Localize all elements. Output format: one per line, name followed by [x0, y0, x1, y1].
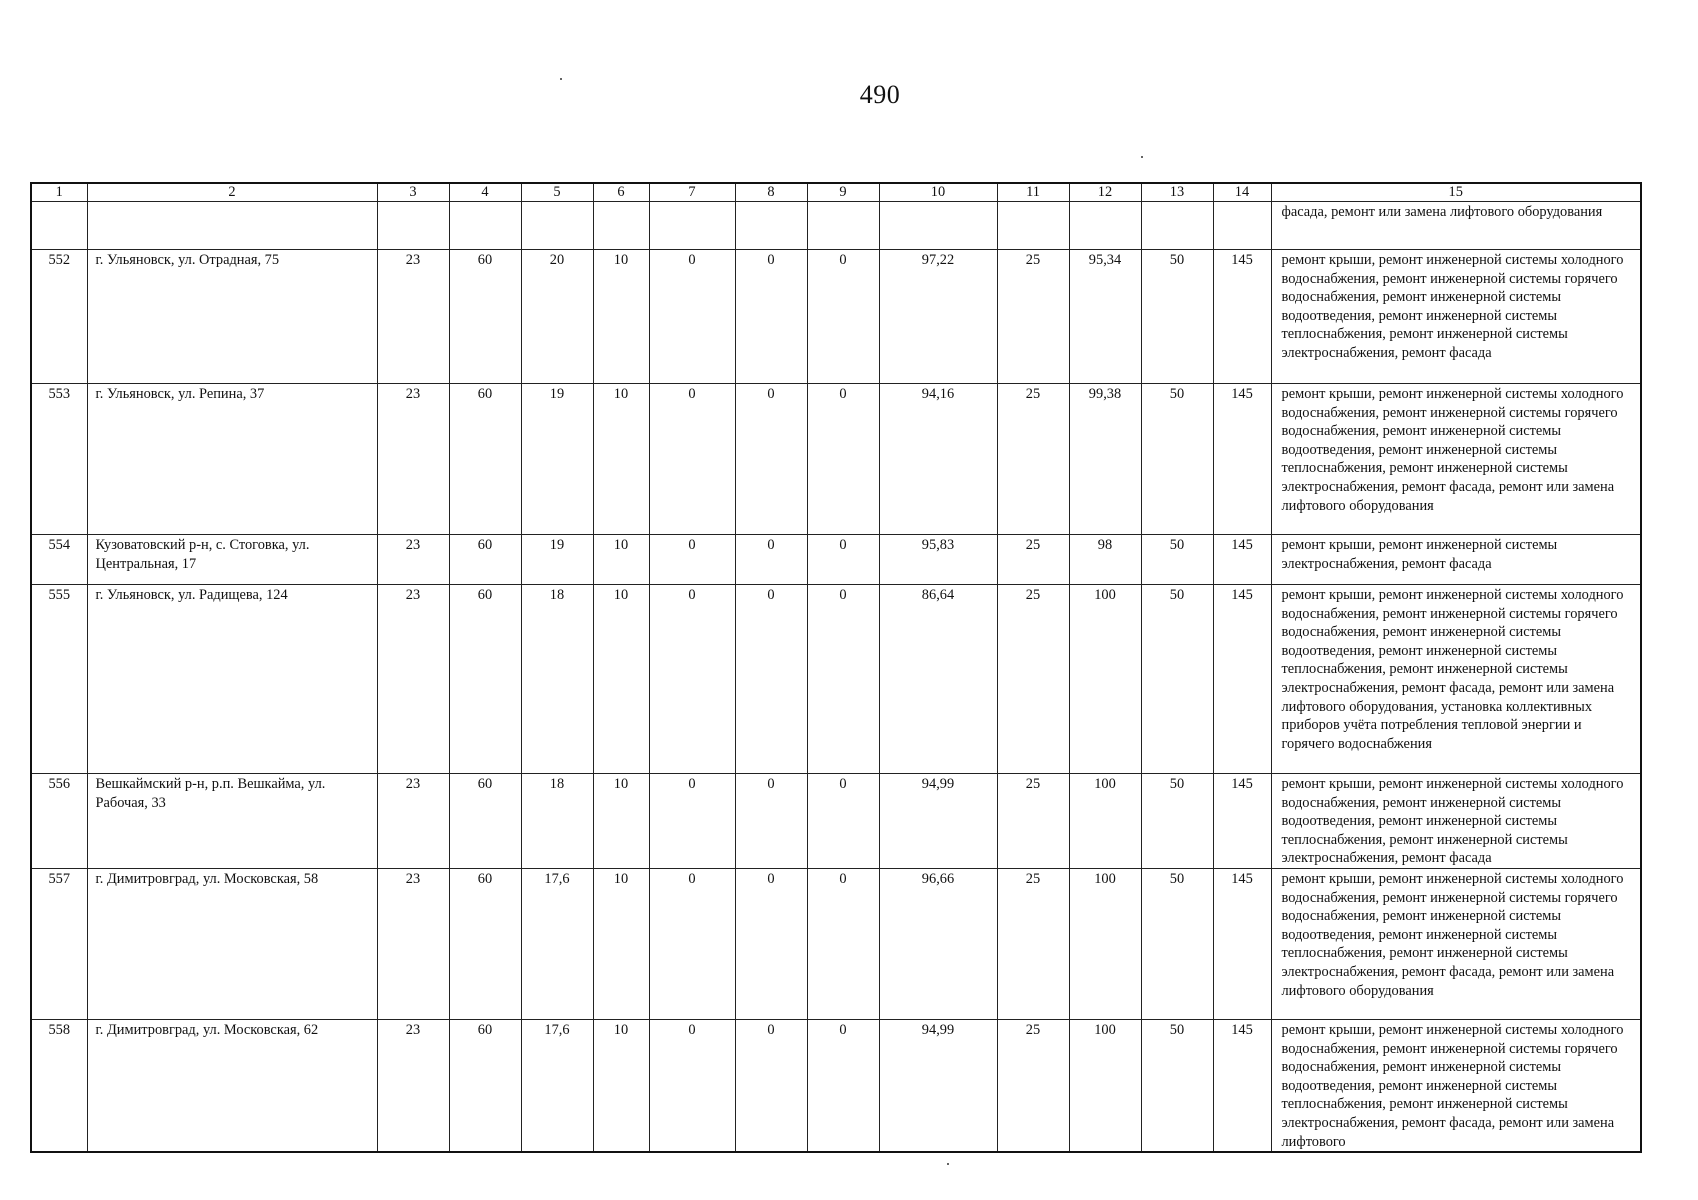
col5-cell: 18: [521, 585, 593, 774]
col11-cell: 25: [997, 250, 1069, 384]
column-number-row: [31, 183, 1641, 202]
col6-cell: 10: [593, 535, 649, 585]
col4-cell: 60: [449, 868, 521, 1019]
table-cell: [1069, 202, 1141, 250]
col6-cell: 10: [593, 868, 649, 1019]
works-cell: ремонт крыши, ремонт инженерной системы холодного водоснабжения, ремонт инженерной системы горячего водоснабжения, ремонт инженерной системы водоотведения, ремонт инженерной системы теплоснабжения, ремонт инженерной системы электроснабжения, ремонт фасада, ремонт или замена лифтового оборудования, установка коллективных приборов учёта потребления тепловой энергии и горячего водоснабжения: [1271, 585, 1641, 774]
table-cell: [649, 202, 735, 250]
col3-cell: 23: [377, 1019, 449, 1152]
scan-speck: [1141, 156, 1143, 158]
address-cell: г. Димитровград, ул. Московская, 58: [87, 868, 377, 1019]
col5-cell: 20: [521, 250, 593, 384]
works-cell: ремонт крыши, ремонт инженерной системы холодного водоснабжения, ремонт инженерной системы горячего водоснабжения, ремонт инженерной системы водоотведения, ремонт инженерной системы теплоснабжения, ремонт инженерной системы электроснабжения, ремонт фасада, ремонт или замена лифтового оборудования: [1271, 868, 1641, 1019]
row-number: 556: [31, 774, 87, 869]
table-cell: [31, 202, 87, 250]
col8-cell: 0: [735, 585, 807, 774]
col14-cell: 145: [1213, 1019, 1271, 1152]
col14-cell: 145: [1213, 384, 1271, 535]
col7-cell: 0: [649, 1019, 735, 1152]
column-number: 10: [879, 183, 997, 202]
col6-cell: 10: [593, 250, 649, 384]
col11-cell: 25: [997, 868, 1069, 1019]
col12-cell: 95,34: [1069, 250, 1141, 384]
col9-cell: 0: [807, 585, 879, 774]
col4-cell: 60: [449, 384, 521, 535]
col9-cell: 0: [807, 868, 879, 1019]
col13-cell: 50: [1141, 868, 1213, 1019]
row-number: 552: [31, 250, 87, 384]
col12-cell: 100: [1069, 585, 1141, 774]
column-number: 14: [1213, 183, 1271, 202]
column-number: 9: [807, 183, 879, 202]
works-cell: ремонт крыши, ремонт инженерной системы холодного водоснабжения, ремонт инженерной системы горячего водоснабжения, ремонт инженерной системы водоотведения, ремонт инженерной системы теплоснабжения, ремонт инженерной системы электроснабжения, ремонт фасада, ремонт или замена лифтового: [1271, 1019, 1641, 1152]
works-cell: фасада, ремонт или замена лифтового оборудования: [1271, 202, 1641, 250]
col12-cell: 100: [1069, 868, 1141, 1019]
column-number: 8: [735, 183, 807, 202]
col11-cell: 25: [997, 535, 1069, 585]
col7-cell: 0: [649, 535, 735, 585]
address-cell: г. Ульяновск, ул. Отрадная, 75: [87, 250, 377, 384]
col8-cell: 0: [735, 868, 807, 1019]
col7-cell: 0: [649, 868, 735, 1019]
column-number: 12: [1069, 183, 1141, 202]
col6-cell: 10: [593, 774, 649, 869]
table-row: [31, 250, 1641, 384]
column-number: 4: [449, 183, 521, 202]
table-cell: [1141, 202, 1213, 250]
col6-cell: 10: [593, 384, 649, 535]
col5-cell: 17,6: [521, 868, 593, 1019]
col3-cell: 23: [377, 585, 449, 774]
table-cell: [735, 202, 807, 250]
col5-cell: 18: [521, 774, 593, 869]
column-number: 5: [521, 183, 593, 202]
col9-cell: 0: [807, 384, 879, 535]
col8-cell: 0: [735, 250, 807, 384]
col3-cell: 23: [377, 384, 449, 535]
col13-cell: 50: [1141, 384, 1213, 535]
col12-cell: 99,38: [1069, 384, 1141, 535]
col14-cell: 145: [1213, 868, 1271, 1019]
col7-cell: 0: [649, 774, 735, 869]
col14-cell: 145: [1213, 535, 1271, 585]
col3-cell: 23: [377, 250, 449, 384]
col11-cell: 25: [997, 384, 1069, 535]
col10-cell: 96,66: [879, 868, 997, 1019]
col12-cell: 98: [1069, 535, 1141, 585]
col13-cell: 50: [1141, 774, 1213, 869]
address-cell: г. Ульяновск, ул. Радищева, 124: [87, 585, 377, 774]
col4-cell: 60: [449, 1019, 521, 1152]
address-cell: Кузоватовский р-н, с. Стоговка, ул. Центральная, 17: [87, 535, 377, 585]
table-cell: [87, 202, 377, 250]
col14-cell: 145: [1213, 774, 1271, 869]
col5-cell: 19: [521, 384, 593, 535]
table-cell: [449, 202, 521, 250]
row-number: 554: [31, 535, 87, 585]
column-number: 3: [377, 183, 449, 202]
col14-cell: 145: [1213, 250, 1271, 384]
table-cell: [879, 202, 997, 250]
table-row: [31, 535, 1641, 585]
address-cell: г. Димитровград, ул. Московская, 62: [87, 1019, 377, 1152]
col13-cell: 50: [1141, 535, 1213, 585]
column-number: 7: [649, 183, 735, 202]
col13-cell: 50: [1141, 250, 1213, 384]
page-number: 490: [859, 80, 901, 109]
scan-speck: [560, 78, 562, 80]
col8-cell: 0: [735, 384, 807, 535]
col7-cell: 0: [649, 250, 735, 384]
works-cell: ремонт крыши, ремонт инженерной системы холодного водоснабжения, ремонт инженерной системы водоотведения, ремонт инженерной системы теплоснабжения, ремонт инженерной системы электроснабжения, ремонт фасада: [1271, 774, 1641, 869]
col9-cell: 0: [807, 1019, 879, 1152]
col8-cell: 0: [735, 1019, 807, 1152]
table-cell: [521, 202, 593, 250]
table-cell: [807, 202, 879, 250]
table-row: [31, 585, 1641, 774]
col10-cell: 86,64: [879, 585, 997, 774]
col10-cell: 95,83: [879, 535, 997, 585]
col3-cell: 23: [377, 868, 449, 1019]
col9-cell: 0: [807, 535, 879, 585]
col5-cell: 19: [521, 535, 593, 585]
col14-cell: 145: [1213, 585, 1271, 774]
table-cell: [593, 202, 649, 250]
col10-cell: 94,99: [879, 774, 997, 869]
works-cell: ремонт крыши, ремонт инженерной системы электроснабжения, ремонт фасада: [1271, 535, 1641, 585]
col6-cell: 10: [593, 1019, 649, 1152]
col7-cell: 0: [649, 384, 735, 535]
col3-cell: 23: [377, 774, 449, 869]
row-number: 558: [31, 1019, 87, 1152]
table-row: [31, 868, 1641, 1019]
column-number: 6: [593, 183, 649, 202]
col8-cell: 0: [735, 774, 807, 869]
column-number: 15: [1271, 183, 1641, 202]
col4-cell: 60: [449, 535, 521, 585]
address-cell: г. Ульяновск, ул. Репина, 37: [87, 384, 377, 535]
table-cell: [1213, 202, 1271, 250]
row-number: 555: [31, 585, 87, 774]
registry-table: [30, 182, 1642, 1153]
col5-cell: 17,6: [521, 1019, 593, 1152]
col12-cell: 100: [1069, 1019, 1141, 1152]
works-cell: ремонт крыши, ремонт инженерной системы холодного водоснабжения, ремонт инженерной системы горячего водоснабжения, ремонт инженерной системы водоотведения, ремонт инженерной системы теплоснабжения, ремонт инженерной системы электроснабжения, ремонт фасада: [1271, 250, 1641, 384]
column-number: 13: [1141, 183, 1213, 202]
row-number: 557: [31, 868, 87, 1019]
col7-cell: 0: [649, 585, 735, 774]
works-cell: ремонт крыши, ремонт инженерной системы холодного водоснабжения, ремонт инженерной системы горячего водоснабжения, ремонт инженерной системы водоотведения, ремонт инженерной системы теплоснабжения, ремонт инженерной системы электроснабжения, ремонт фасада, ремонт или замена лифтового оборудования: [1271, 384, 1641, 535]
col10-cell: 94,99: [879, 1019, 997, 1152]
table-row: [31, 774, 1641, 869]
row-number: 553: [31, 384, 87, 535]
address-cell: Вешкаймский р-н, р.п. Вешкайма, ул. Рабочая, 33: [87, 774, 377, 869]
col4-cell: 60: [449, 250, 521, 384]
table-cell: [377, 202, 449, 250]
col13-cell: 50: [1141, 585, 1213, 774]
col11-cell: 25: [997, 774, 1069, 869]
col13-cell: 50: [1141, 1019, 1213, 1152]
col6-cell: 10: [593, 585, 649, 774]
col11-cell: 25: [997, 1019, 1069, 1152]
col12-cell: 100: [1069, 774, 1141, 869]
col9-cell: 0: [807, 250, 879, 384]
col4-cell: 60: [449, 774, 521, 869]
col3-cell: 23: [377, 535, 449, 585]
col11-cell: 25: [997, 585, 1069, 774]
column-number: 11: [997, 183, 1069, 202]
column-number: 2: [87, 183, 377, 202]
scan-speck: [947, 1163, 949, 1165]
table-cell: [997, 202, 1069, 250]
col10-cell: 94,16: [879, 384, 997, 535]
col4-cell: 60: [449, 585, 521, 774]
col8-cell: 0: [735, 535, 807, 585]
continuation-row: [31, 202, 1641, 250]
col9-cell: 0: [807, 774, 879, 869]
table-row: [31, 384, 1641, 535]
table-row: [31, 1019, 1641, 1152]
col10-cell: 97,22: [879, 250, 997, 384]
column-number: 1: [31, 183, 87, 202]
